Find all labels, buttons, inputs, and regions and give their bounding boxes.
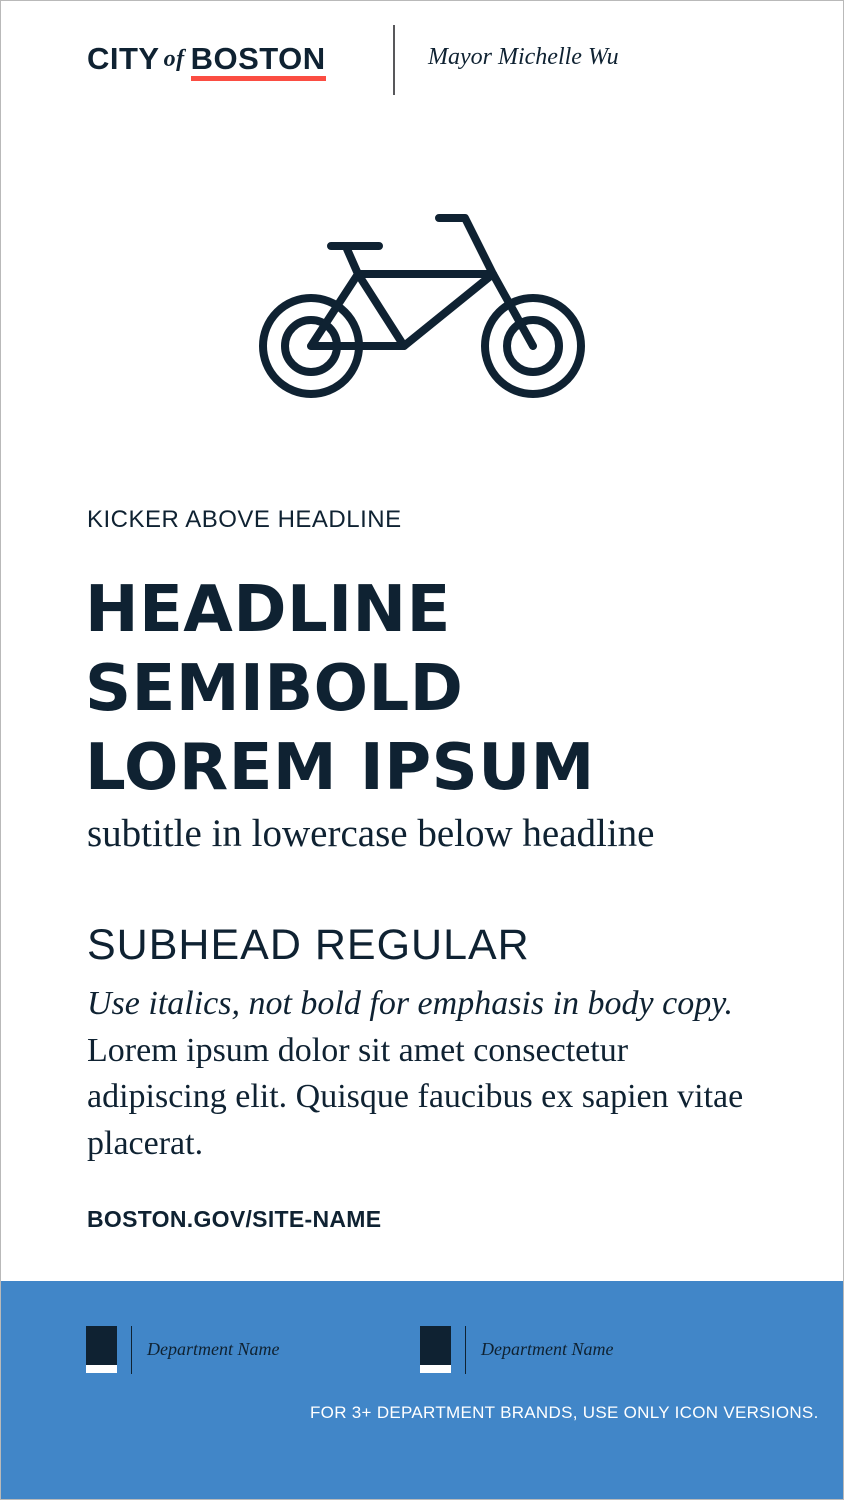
headline-line: HEADLINE (85, 573, 451, 647)
body-copy-regular: Lorem ipsum dolor sit amet consectetur adipiscing elit. Quisque faucibus ex sapien vitae placerat. (87, 1031, 744, 1162)
headline-line: LOREM IPSUM (85, 731, 595, 805)
site-url-link[interactable]: BOSTON.GOV/SITE-NAME (87, 1206, 382, 1232)
headline-line: SEMIBOLD (85, 652, 464, 726)
department-name: Department Name (481, 1339, 614, 1359)
department-divider (131, 1326, 132, 1374)
body-copy-italic: Use italics, not bold for emphasis in body copy. (87, 985, 733, 1022)
department-name: Department Name (147, 1339, 280, 1359)
department-brand (86, 1326, 346, 1374)
logo-of-text: of (163, 46, 185, 72)
bicycle-icon (257, 211, 589, 405)
department-brand (420, 1326, 680, 1374)
mayor-name: Mayor Michelle Wu (428, 44, 619, 70)
footer-band (1, 1281, 844, 1500)
header-divider (393, 25, 395, 95)
logo-city-text: CITY (87, 41, 160, 76)
subhead: SUBHEAD REGULAR (87, 921, 530, 969)
department-icon (86, 1326, 117, 1373)
subtitle: subtitle in lowercase below headline (87, 812, 655, 855)
department-icon (420, 1326, 451, 1373)
city-of-boston-logo[interactable] (87, 41, 326, 81)
logo-boston-text: BOSTON (191, 42, 326, 81)
department-divider (465, 1326, 466, 1374)
body-copy (87, 981, 767, 1167)
headline (85, 571, 785, 808)
kicker: KICKER ABOVE HEADLINE (87, 506, 402, 533)
footer-note: FOR 3+ DEPARTMENT BRANDS, USE ONLY ICON VERSIONS. (310, 1403, 819, 1422)
